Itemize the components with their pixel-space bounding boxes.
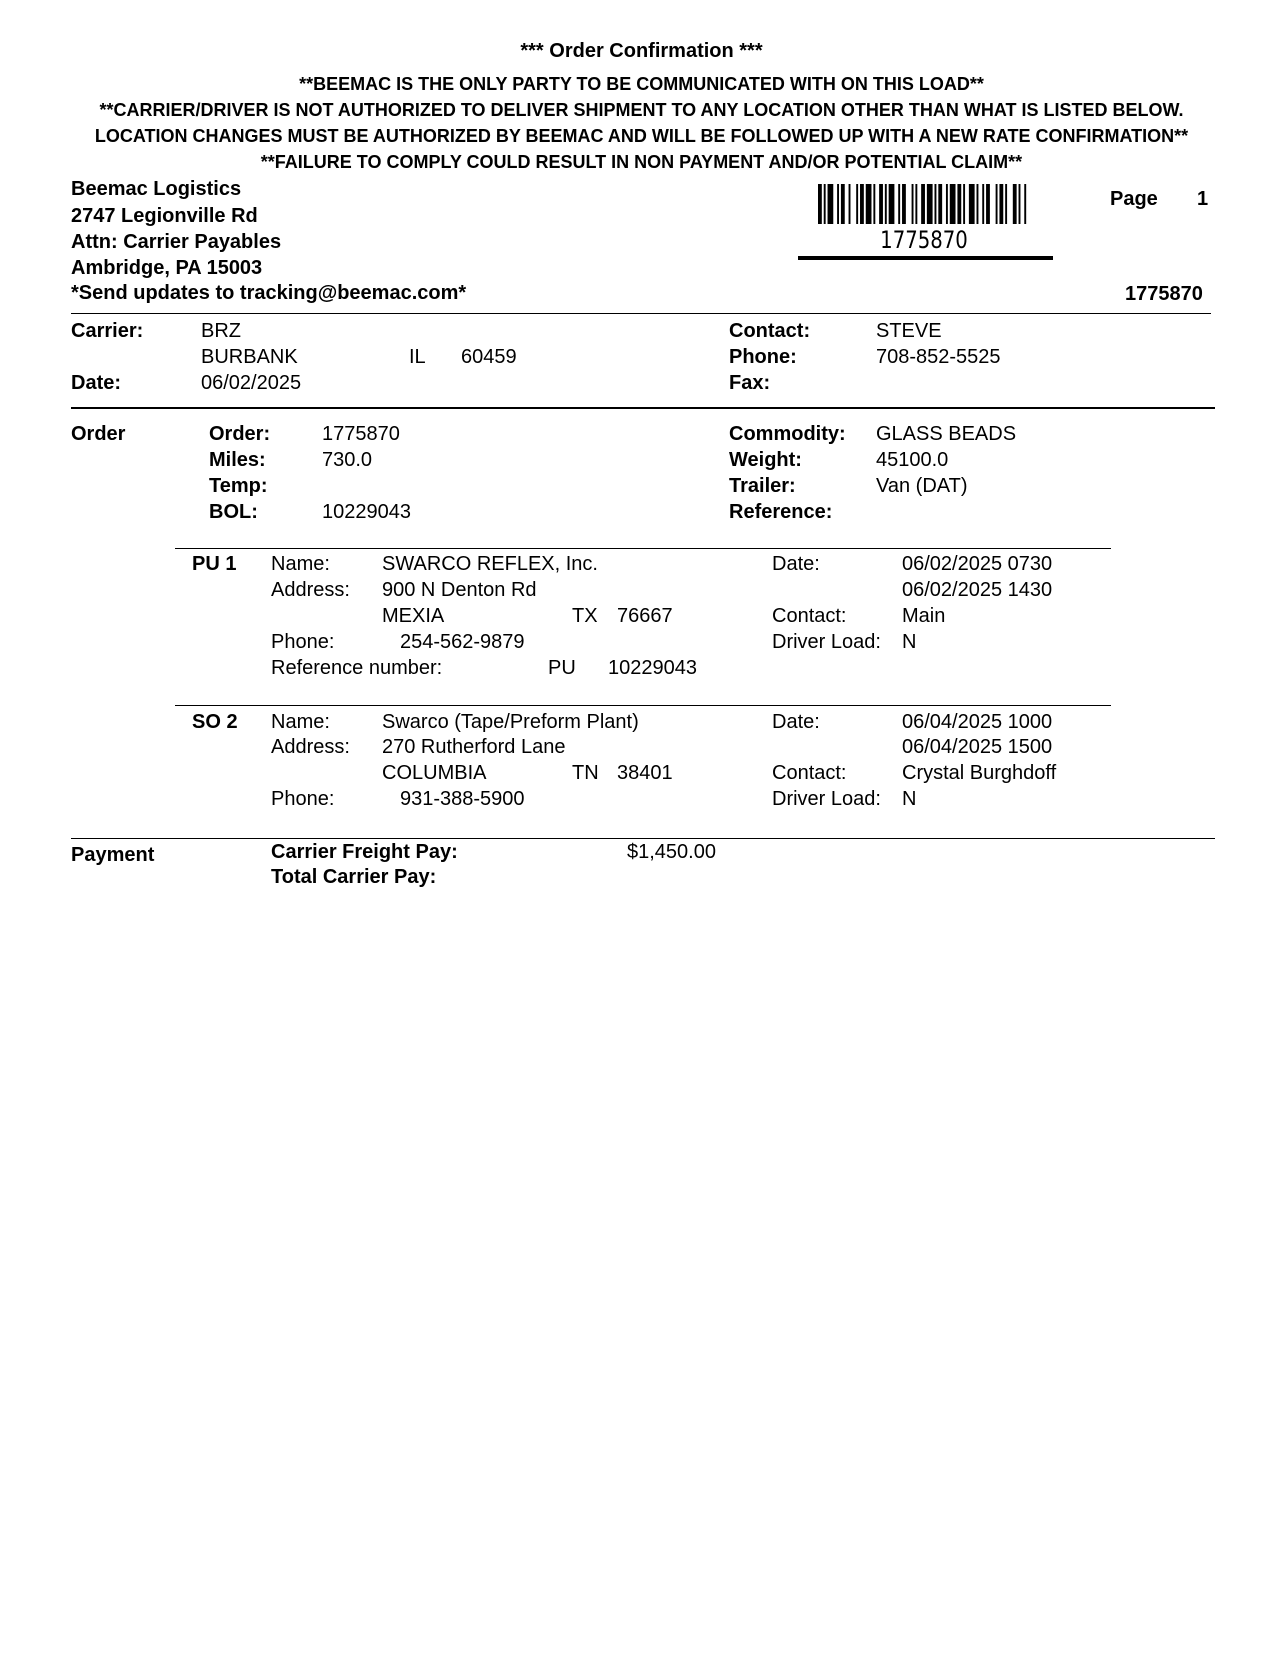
notice-line-3: LOCATION CHANGES MUST BE AUTHORIZED BY BEEMAC AND WILL BE FOLLOWED UP WITH A NEW RATE CONFIRMATION**	[94, 126, 1189, 146]
carrier-code: BRZ	[201, 320, 241, 342]
barcode-bar	[1019, 184, 1021, 224]
divider	[175, 705, 1111, 706]
dropoff-contact-label: Contact:	[772, 762, 847, 784]
barcode-bar	[977, 184, 979, 224]
barcode-bar	[938, 184, 942, 224]
company-name: Beemac Logistics	[71, 178, 242, 200]
dropoff-date-2: 06/04/2025 1500	[902, 736, 1053, 758]
barcode-bar	[946, 184, 948, 224]
barcode-bar	[969, 184, 975, 224]
phone-value: 708-852-5525	[876, 346, 1001, 368]
commodity-value: GLASS BEADS	[876, 423, 1017, 445]
document-title: *** Order Confirmation ***	[520, 40, 763, 62]
miles-label: Miles:	[209, 449, 266, 471]
pickup-contact-label: Contact:	[772, 605, 847, 627]
carrier-zip: 60459	[461, 346, 517, 368]
page-number: 1	[1197, 188, 1209, 210]
temp-label: Temp:	[209, 475, 268, 497]
divider	[71, 313, 1211, 314]
barcode-bar	[957, 184, 961, 224]
barcode-bar	[996, 184, 998, 224]
barcode-bar	[860, 184, 864, 224]
order-number-header: 1775870	[1125, 283, 1203, 305]
barcode-bar	[828, 184, 834, 224]
dropoff-stop-label: SO 2	[192, 711, 238, 733]
barcode-bar	[1013, 184, 1017, 224]
pickup-phone-label: Phone:	[271, 631, 335, 653]
pickup-driver-load-label: Driver Load:	[772, 631, 881, 653]
carrier-date-label: Date:	[71, 372, 122, 394]
pickup-stop-label: PU 1	[192, 553, 237, 575]
reference-label: Reference:	[729, 501, 833, 523]
dropoff-phone-label: Phone:	[271, 788, 335, 810]
freight-pay-value: $1,450.00	[627, 841, 716, 863]
pickup-contact: Main	[902, 605, 946, 627]
divider	[175, 548, 1111, 549]
trailer-value: Van (DAT)	[876, 475, 968, 497]
freight-pay-label: Carrier Freight Pay:	[271, 841, 458, 863]
divider	[71, 838, 1215, 839]
barcode-bar	[873, 184, 875, 224]
barcode-bar	[927, 184, 933, 224]
dropoff-date-1: 06/04/2025 1000	[902, 711, 1053, 733]
pickup-state: TX	[572, 605, 598, 627]
dropoff-zip: 38401	[617, 762, 673, 784]
dropoff-driver-load: N	[902, 788, 917, 810]
bol-label: BOL:	[209, 501, 258, 523]
bol-value: 10229043	[322, 501, 411, 523]
barcode-bar	[885, 184, 887, 224]
contact-label: Contact:	[729, 320, 811, 342]
dropoff-address: 270 Rutherford Lane	[382, 736, 566, 758]
notice-line-1: **BEEMAC IS THE ONLY PARTY TO BE COMMUNICATED WITH ON THIS LOAD**	[299, 74, 984, 94]
fax-label: Fax:	[729, 372, 771, 394]
company-address: 2747 Legionville Rd	[71, 205, 258, 227]
barcode-bar	[963, 184, 965, 224]
dropoff-name: Swarco (Tape/Preform Plant)	[382, 711, 639, 733]
barcode-bar	[879, 184, 883, 224]
dropoff-phone: 931-388-5900	[400, 788, 525, 810]
barcode-bar	[856, 184, 858, 224]
dropoff-address-label: Address:	[271, 736, 350, 758]
dropoff-name-label: Name:	[271, 711, 330, 733]
barcode-bar	[950, 184, 956, 224]
barcode-bar	[921, 184, 925, 224]
pickup-phone: 254-562-9879	[400, 631, 525, 653]
pickup-name-label: Name:	[271, 553, 330, 575]
barcode	[818, 184, 1030, 224]
pickup-ref-type: PU	[548, 657, 576, 679]
barcode-bar	[986, 184, 990, 224]
page-label: Page	[1110, 188, 1158, 210]
barcode-bar	[1024, 184, 1026, 224]
barcode-bar	[902, 184, 906, 224]
barcode-bar	[999, 184, 1003, 224]
barcode-bar	[818, 184, 822, 224]
barcode-bar	[898, 184, 900, 224]
notice-line-4: **FAILURE TO COMPLY COULD RESULT IN NON PAYMENT AND/OR POTENTIAL CLAIM**	[260, 152, 1023, 172]
pickup-date-2: 06/02/2025 1430	[902, 579, 1053, 601]
notice-line-2: **CARRIER/DRIVER IS NOT AUTHORIZED TO DELIVER SHIPMENT TO ANY LOCATION OTHER THAN WHAT IS LISTED BELOW.	[99, 100, 1184, 120]
phone-label: Phone:	[729, 346, 797, 368]
company-attn: Attn: Carrier Payables	[71, 231, 282, 253]
commodity-label: Commodity:	[729, 423, 846, 445]
dropoff-date-label: Date:	[772, 711, 820, 733]
total-pay-label: Total Carrier Pay:	[271, 866, 437, 888]
pickup-ref-label: Reference number:	[271, 657, 443, 679]
barcode-bar	[849, 184, 851, 224]
weight-label: Weight:	[729, 449, 802, 471]
pickup-driver-load: N	[902, 631, 917, 653]
barcode-bar	[982, 184, 984, 224]
barcode-bar	[841, 184, 845, 224]
dropoff-state: TN	[572, 762, 599, 784]
contact-value: STEVE	[876, 320, 942, 342]
pickup-zip: 76667	[617, 605, 673, 627]
barcode-bar	[866, 184, 872, 224]
barcode-bar	[915, 184, 917, 224]
payment-section-label: Payment	[71, 844, 155, 866]
dropoff-driver-load-label: Driver Load:	[772, 788, 881, 810]
order-value: 1775870	[322, 423, 400, 445]
carrier-date: 06/02/2025	[201, 372, 302, 394]
pickup-address: 900 N Denton Rd	[382, 579, 537, 601]
barcode-bar	[912, 184, 914, 224]
pickup-date-1: 06/02/2025 0730	[902, 553, 1053, 575]
barcode-bar	[1005, 184, 1007, 224]
barcode-underline	[798, 256, 1053, 260]
carrier-state: IL	[409, 346, 426, 368]
pickup-city: MEXIA	[382, 605, 445, 627]
pickup-date-label: Date:	[772, 553, 820, 575]
carrier-city: BURBANK	[201, 346, 298, 368]
barcode-bar	[935, 184, 937, 224]
weight-value: 45100.0	[876, 449, 949, 471]
dropoff-city: COLUMBIA	[382, 762, 487, 784]
tracking-email-note: *Send updates to tracking@beemac.com*	[71, 282, 467, 304]
barcode-bar	[837, 184, 839, 224]
pickup-ref-number: 10229043	[608, 657, 697, 679]
company-city: Ambridge, PA 15003	[71, 257, 263, 279]
miles-value: 730.0	[322, 449, 373, 471]
order-section-label: Order	[71, 423, 126, 445]
barcode-bar	[889, 184, 895, 224]
dropoff-contact: Crystal Burghdoff	[902, 762, 1057, 784]
trailer-label: Trailer:	[729, 475, 796, 497]
order-label: Order:	[209, 423, 271, 445]
pickup-name: SWARCO REFLEX, Inc.	[382, 553, 598, 575]
barcode-number: 1775870	[880, 226, 968, 254]
barcode-bar	[824, 184, 826, 224]
pickup-address-label: Address:	[271, 579, 350, 601]
divider	[71, 407, 1215, 409]
carrier-label: Carrier:	[71, 320, 144, 342]
